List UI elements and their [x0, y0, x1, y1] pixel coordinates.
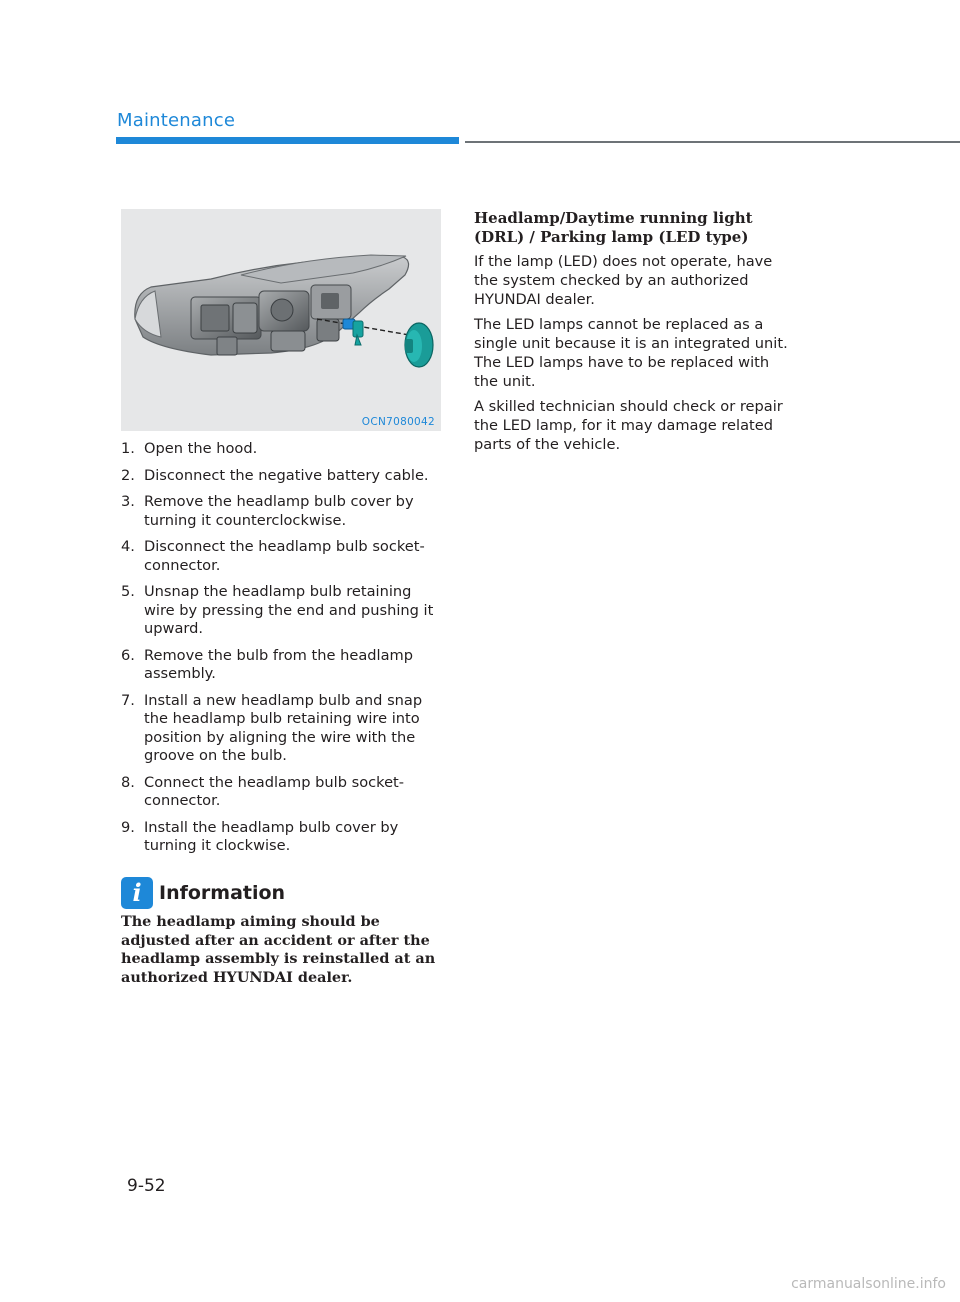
step-number: 4. [121, 538, 135, 555]
section-title: Maintenance [117, 110, 236, 131]
information-header [121, 877, 441, 909]
step-text: Disconnect the negative battery cable. [144, 466, 429, 484]
step-number: 9. [121, 818, 135, 836]
step-number: 5. [121, 583, 135, 600]
list-item [121, 774, 441, 811]
step-text: Remove the bulb from the headlamp assembly. [144, 646, 414, 682]
watermark: carmanualsonline.info [791, 1276, 946, 1292]
list-item [121, 467, 441, 486]
step-text: Disconnect the headlamp bulb socket-connector. [144, 538, 425, 574]
info-icon: i [121, 877, 153, 909]
step-number: 7. [121, 691, 135, 709]
list-item [121, 819, 441, 856]
step-text: Unsnap the headlamp bulb retaining wire by pressing the end and pushing it upward. [144, 583, 434, 637]
step-number: 3. [121, 493, 135, 510]
step-text: Install the headlamp bulb cover by turning it clockwise. [144, 818, 399, 854]
step-number: 8. [121, 773, 135, 791]
step-number: 6. [121, 646, 135, 664]
headlamp-assembly-drawing [121, 209, 441, 431]
list-item [121, 493, 441, 530]
step-text: Remove the headlamp bulb cover by turning it counterclockwise. [144, 493, 414, 529]
information-text: The headlamp aiming should be adjusted after an accident or after the headlamp assembly is reinstalled at an authorized HYUNDAI dealer. [121, 913, 436, 986]
page-number: 9-52 [127, 1176, 166, 1196]
step-number: 2. [121, 466, 135, 484]
bulb-cover-highlight [405, 323, 433, 367]
list-item [121, 692, 441, 766]
list-item [121, 583, 441, 639]
paragraph: A skilled technician should check or repair the LED lamp, for it may damage related parts of the vehicle. [474, 398, 783, 453]
list-item [121, 440, 441, 459]
step-text: Connect the headlamp bulb socket-connector. [144, 773, 405, 809]
header-rule-accent [116, 137, 459, 144]
information-title: Information [159, 882, 286, 904]
figure-code: OCN7080042 [361, 416, 435, 428]
step-number: 1. [121, 440, 135, 457]
headlamp-illustration [121, 209, 441, 431]
led-section [474, 209, 794, 460]
bulb-highlight [343, 319, 363, 345]
step-text: Open the hood. [144, 440, 258, 457]
list-item [121, 647, 441, 684]
procedure-steps [121, 440, 441, 864]
paragraph: If the lamp (LED) does not operate, have the system checked by an authorized HYUNDAI dealer. [474, 253, 773, 308]
paragraph: The LED lamps cannot be replaced as a single unit because it is an integrated unit. The LED lamps have to be replaced with the unit. [474, 316, 788, 390]
led-section-heading: Headlamp/Daytime running light (DRL) / Parking lamp (LED type) [474, 209, 753, 246]
step-text: Install a new headlamp bulb and snap the headlamp bulb retaining wire into position by aligning the wire with the groove on the bulb. [144, 691, 423, 764]
list-item [121, 538, 441, 575]
header-rule [465, 141, 960, 143]
